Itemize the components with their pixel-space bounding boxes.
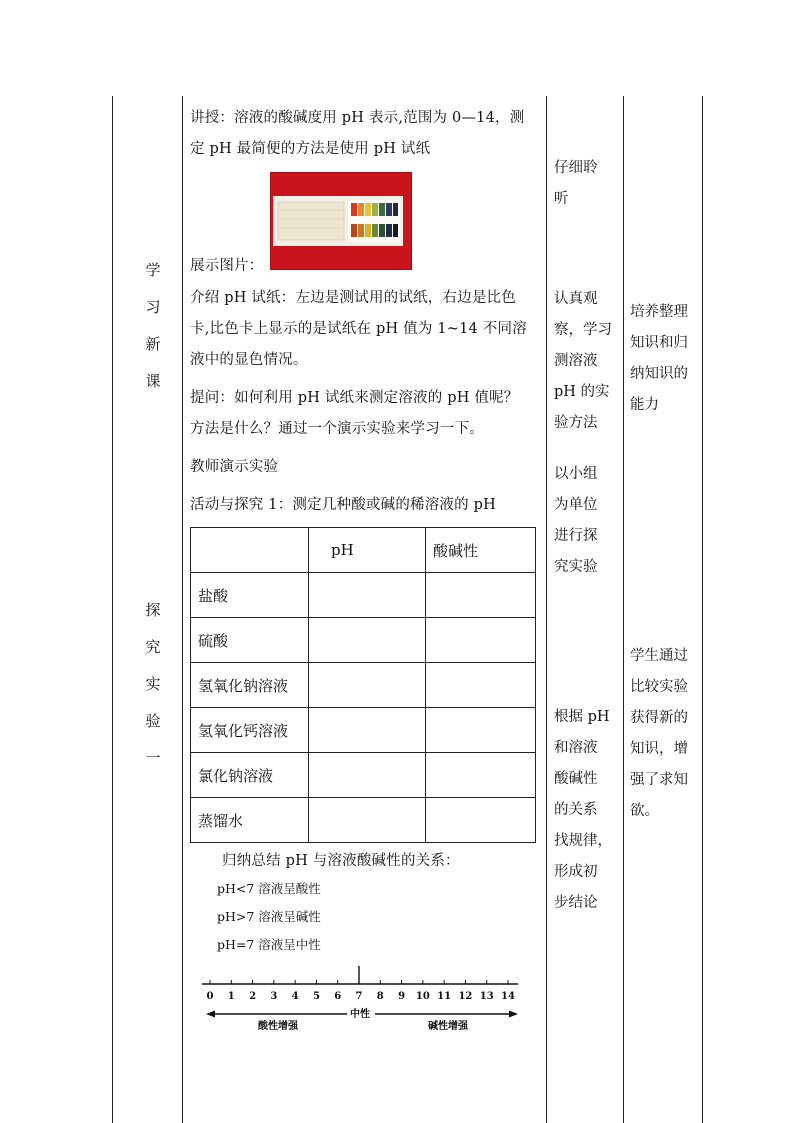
scale-tick-label: 11: [437, 991, 452, 1002]
table-cell-acidity[interactable]: [426, 708, 536, 753]
scale-tick-label: 12: [458, 991, 473, 1002]
table-cell-substance: 硫酸: [191, 618, 309, 663]
student-block-observe: 认真观 察，学习 测溶液 pH 的实 验方法: [554, 291, 612, 431]
column-border-3: [623, 96, 624, 1123]
table-cell-acidity[interactable]: [426, 573, 536, 618]
table-cell-substance: 盐酸: [191, 573, 309, 618]
summary-line: pH>7 溶液呈碱性: [217, 909, 321, 924]
acid-label: 酸性增强: [258, 1021, 298, 1032]
intent-block-summarize: 培养整理 知识和归 纳知识的 能力: [630, 304, 688, 413]
scale-tick-label: 0: [206, 991, 214, 1002]
table-cell-acidity[interactable]: [426, 618, 536, 663]
scale-tick-label: 6: [334, 991, 342, 1002]
table-header-cell: pH: [309, 528, 426, 573]
ph-scale-svg: [200, 962, 525, 1034]
activity-heading: 活动与探究 1：测定几种酸或碱的稀溶液的 pH: [190, 497, 496, 513]
intent-block-compare: 学生通过 比较实验 获得新的 知识，增 强了求知 欲。: [630, 648, 688, 819]
neutral-label: 中性: [350, 1009, 370, 1020]
table-cell-substance: 氢氧化钙溶液: [191, 708, 309, 753]
table-row: [191, 663, 536, 708]
scale-tick-label: 2: [249, 991, 257, 1002]
scale-tick-label: 3: [270, 991, 278, 1002]
table-cell-ph[interactable]: [309, 573, 426, 618]
scale-tick-label: 13: [479, 991, 494, 1002]
table-cell-ph[interactable]: [309, 708, 426, 753]
summary-line: pH=7 溶液呈中性: [217, 937, 321, 952]
student-block-group: 以小组 为单位 进行探 究实验: [554, 466, 598, 575]
question-paragraph: 提问：如何利用 pH 试纸来测定溶液的 pH 值呢？ 方法是什么？通过一个演示实验来学习一下。: [190, 390, 519, 437]
acid-arrow-head: [206, 1011, 215, 1018]
scale-tick-label: 5: [312, 991, 320, 1002]
ph-measurement-table: [190, 527, 536, 843]
table-row: [191, 573, 536, 618]
scale-tick-label: 4: [291, 991, 299, 1002]
table-cell-ph[interactable]: [309, 798, 426, 843]
table-cell-acidity[interactable]: [426, 663, 536, 708]
table-header-cell: [191, 528, 309, 573]
section-label-experiment: 探 究 实 验 一: [145, 601, 161, 767]
lecture-paragraph: 讲授：溶液的酸碱度用 pH 表示,范围为 0—14，测 定 pH 最简便的方法是使用 pH 试纸: [190, 110, 525, 157]
student-block-conclude: 根据 pH 和溶液 酸碱性 的关系 找规律， 形成初 步结论: [554, 709, 612, 911]
ph-paper-photo: [270, 172, 412, 270]
column-border-1: [182, 96, 183, 1123]
table-cell-acidity[interactable]: [426, 753, 536, 798]
table-cell-substance: 氢氧化钠溶液: [191, 663, 309, 708]
table-row: [191, 618, 536, 663]
table-cell-acidity[interactable]: [426, 798, 536, 843]
scale-tick-label: 1: [227, 991, 235, 1002]
base-label: 碱性增强: [428, 1021, 468, 1032]
column-border-2: [546, 96, 547, 1123]
show-picture-label: 展示图片：: [190, 258, 264, 274]
table-row: [191, 798, 536, 843]
column-border-left: [112, 96, 113, 1123]
table-header-row: [191, 528, 536, 573]
table-cell-ph[interactable]: [309, 663, 426, 708]
summary-title: 归纳总结 pH 与溶液酸碱性的关系：: [222, 853, 460, 869]
scale-tick-label: 14: [501, 991, 515, 1002]
base-arrow-head: [509, 1011, 518, 1018]
scale-tick-label: 10: [415, 991, 430, 1002]
table-header-cell: 酸碱性: [426, 528, 536, 573]
summary-line: pH<7 溶液呈酸性: [217, 881, 321, 896]
table-row: [191, 708, 536, 753]
demo-heading: 教师演示实验: [190, 459, 279, 475]
table-cell-substance: 氯化钠溶液: [191, 753, 309, 798]
summary-list: [217, 875, 321, 959]
table-cell-substance: 蒸馏水: [191, 798, 309, 843]
scale-tick-label: 7: [355, 991, 363, 1002]
table-row: [191, 753, 536, 798]
column-border-right: [702, 96, 703, 1123]
section-label-new-lesson: 学 习 新 课: [145, 261, 161, 390]
table-cell-ph[interactable]: [309, 618, 426, 663]
scale-tick-label: 9: [398, 991, 406, 1002]
ph-paper-intro: 介绍 pH 试纸：左边是测试用的试纸，右边是比色 卡,比色卡上显示的是试纸在 pH 值为 1~14 不同溶 液中的显色情况。: [190, 290, 527, 368]
scale-tick-label: 8: [376, 991, 384, 1002]
ph-scale-diagram: [200, 962, 525, 1034]
table-cell-ph[interactable]: [309, 753, 426, 798]
student-block-listen: 仔细聆 听: [554, 160, 598, 207]
